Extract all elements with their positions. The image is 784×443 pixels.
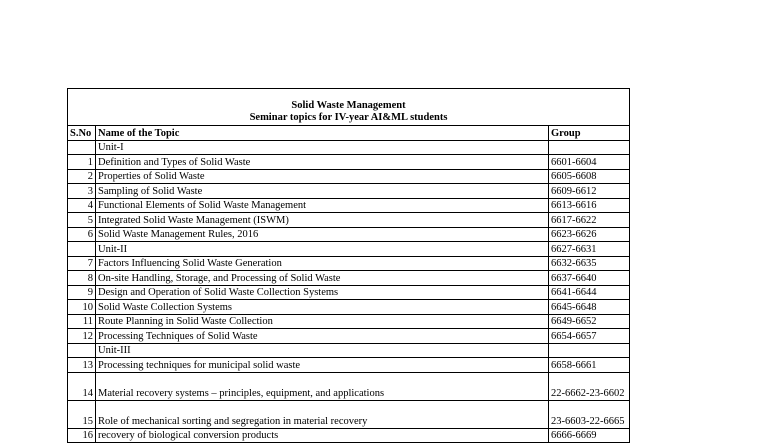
row-group: 6658-6661 (549, 358, 630, 373)
row-sno: 13 (68, 358, 96, 373)
header-topic: Name of the Topic (96, 126, 549, 141)
row-sno: 4 (68, 198, 96, 213)
row-sno: 5 (68, 213, 96, 228)
row-sno: 15 (68, 400, 96, 428)
table-row (68, 358, 630, 373)
row-topic: Functional Elements of Solid Waste Management (96, 198, 549, 213)
row-group: 6666-6669 (549, 428, 630, 443)
table-row (68, 155, 630, 170)
document-subtitle: Seminar topics for IV-year AI&ML students (249, 112, 448, 123)
row-topic: Processing Techniques of Solid Waste (96, 329, 549, 344)
row-topic: Unit-II (96, 242, 549, 257)
row-sno: 3 (68, 184, 96, 199)
row-sno: 8 (68, 271, 96, 286)
row-group: 6654-6657 (549, 329, 630, 344)
header-sno: S.No (68, 126, 96, 141)
document-title: Solid Waste Management (291, 100, 406, 111)
row-group: 6601-6604 (549, 155, 630, 170)
topics-table (67, 88, 630, 443)
row-topic: Factors Influencing Solid Waste Generation (96, 256, 549, 271)
row-group: 6605-6608 (549, 169, 630, 184)
row-topic: Material recovery systems – principles, equipment, and applications (96, 372, 549, 400)
row-topic: Integrated Solid Waste Management (ISWM) (96, 213, 549, 228)
row-group: 23-6603-22-6665 (549, 400, 630, 428)
table-row (68, 242, 630, 257)
row-topic: Definition and Types of Solid Waste (96, 155, 549, 170)
row-topic: Role of mechanical sorting and segregation in material recovery (96, 400, 549, 428)
header-group: Group (549, 126, 630, 141)
row-topic: Properties of Solid Waste (96, 169, 549, 184)
row-topic: Unit-III (96, 343, 549, 358)
row-topic: recovery of biological conversion products (96, 428, 549, 443)
row-group: 6613-6616 (549, 198, 630, 213)
row-topic: Route Planning in Solid Waste Collection (96, 314, 549, 329)
table-row (68, 372, 630, 400)
row-sno (68, 343, 96, 358)
row-sno: 9 (68, 285, 96, 300)
row-group (549, 343, 630, 358)
table-row (68, 140, 630, 155)
title-row (68, 89, 630, 126)
row-topic: Solid Waste Collection Systems (96, 300, 549, 315)
title-cell (68, 89, 630, 126)
row-group: 6609-6612 (549, 184, 630, 199)
table-row (68, 400, 630, 428)
table-row (68, 213, 630, 228)
row-topic: Design and Operation of Solid Waste Collection Systems (96, 285, 549, 300)
row-sno: 7 (68, 256, 96, 271)
row-sno: 2 (68, 169, 96, 184)
table-row (68, 198, 630, 213)
table-row (68, 271, 630, 286)
row-sno: 11 (68, 314, 96, 329)
row-sno: 1 (68, 155, 96, 170)
row-group: 22-6662-23-6602 (549, 372, 630, 400)
row-topic: Solid Waste Management Rules, 2016 (96, 227, 549, 242)
row-group: 6641-6644 (549, 285, 630, 300)
row-sno: 12 (68, 329, 96, 344)
row-topic: Sampling of Solid Waste (96, 184, 549, 199)
row-group: 6637-6640 (549, 271, 630, 286)
table-row (68, 329, 630, 344)
row-topic: On-site Handling, Storage, and Processing of Solid Waste (96, 271, 549, 286)
row-sno: 14 (68, 372, 96, 400)
row-sno: 10 (68, 300, 96, 315)
row-group (549, 140, 630, 155)
row-group: 6623-6626 (549, 227, 630, 242)
row-group: 6617-6622 (549, 213, 630, 228)
row-group: 6645-6648 (549, 300, 630, 315)
row-topic: Unit-I (96, 140, 549, 155)
header-row (68, 126, 630, 141)
table-row (68, 314, 630, 329)
table-row (68, 343, 630, 358)
table-row (68, 227, 630, 242)
table-row (68, 169, 630, 184)
row-group: 6649-6652 (549, 314, 630, 329)
row-group: 6632-6635 (549, 256, 630, 271)
row-group: 6627-6631 (549, 242, 630, 257)
row-sno (68, 140, 96, 155)
row-sno (68, 242, 96, 257)
row-topic: Processing techniques for municipal solid waste (96, 358, 549, 373)
table-row (68, 428, 630, 443)
row-sno: 6 (68, 227, 96, 242)
table-row (68, 285, 630, 300)
table-row (68, 300, 630, 315)
table-row (68, 184, 630, 199)
row-sno: 16 (68, 428, 96, 443)
table-row (68, 256, 630, 271)
